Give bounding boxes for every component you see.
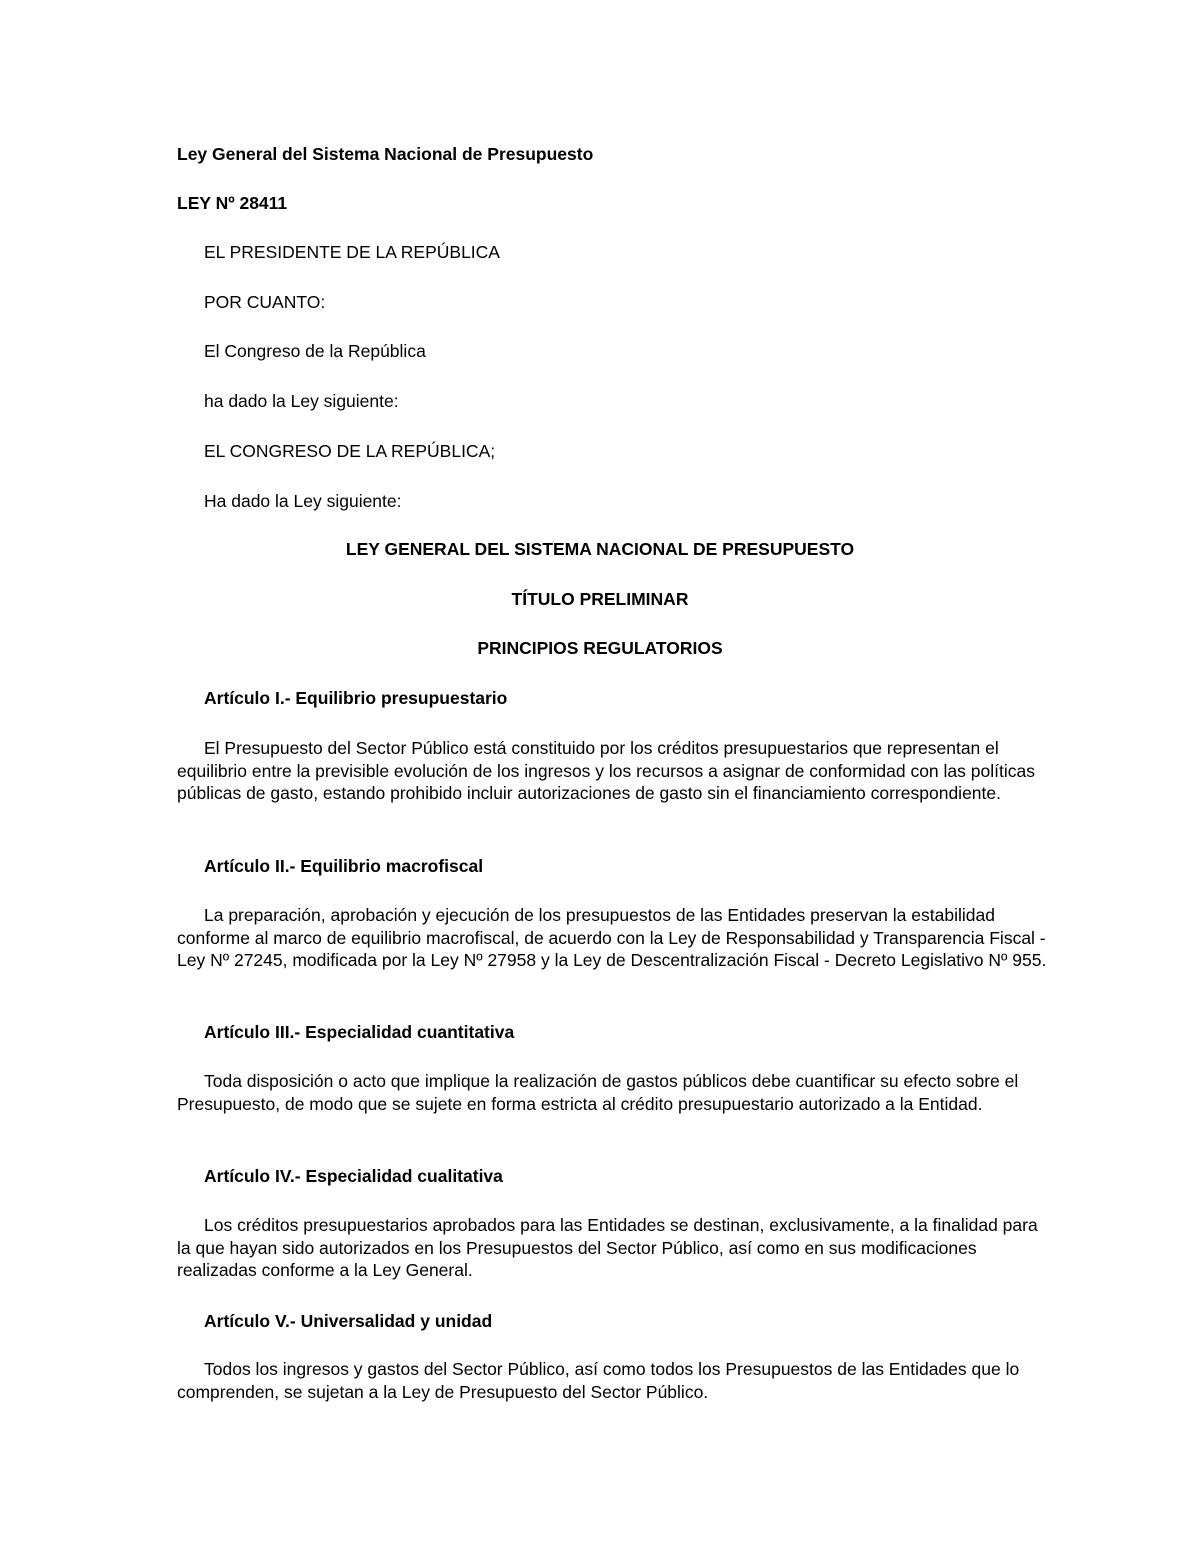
document-title: Ley General del Sistema Nacional de Presupuesto <box>177 144 594 164</box>
preamble-dado-2: Ha dado la Ley siguiente: <box>204 491 402 511</box>
article-text: El Presupuesto del Sector Público está constituido por los créditos presupuestarios que representan el equilibrio entre la previsible evolución de los ingresos y los recursos a asignar de conformidad con las políticas públicas de gasto, estando prohibido incluir autorizaciones de gasto sin el financiamiento correspondiente. <box>177 738 1035 804</box>
article-text: La preparación, aprobación y ejecución de los presupuestos de las Entidades preservan la estabilidad conforme al marco de equilibrio macrofiscal, de acuerdo con la Ley de Responsabilidad y Transparencia Fiscal - Ley Nº 27245, modificada por la Ley Nº 27958 y la Ley de Descentralización Fiscal - Decreto Legislativo Nº 955. <box>177 905 1047 971</box>
article-text: Toda disposición o acto que implique la realización de gastos públicos debe cuantificar su efecto sobre el Presupuesto, de modo que se sujete en forma estricta al crédito presupuestario autorizado a la Entidad. <box>177 1071 1019 1114</box>
preamble-por-cuanto: POR CUANTO: <box>204 292 326 312</box>
preamble-dado-1: ha dado la Ley siguiente: <box>204 391 399 411</box>
preamble-congress-caps: EL CONGRESO DE LA REPÚBLICA; <box>204 441 496 461</box>
article-heading: Artículo III.- Especialidad cuantitativa <box>204 1022 515 1042</box>
article-text: Los créditos presupuestarios aprobados para las Entidades se destinan, exclusivamente, a la finalidad para la que hayan sido autorizados en los Presupuestos del Sector Público, así como en sus modificaciones realizadas conforme a la Ley General. <box>177 1215 1038 1281</box>
article-heading: Artículo V.- Universalidad y unidad <box>204 1311 493 1331</box>
article-heading: Artículo I.- Equilibrio presupuestario <box>204 688 508 708</box>
principios-heading: PRINCIPIOS REGULATORIOS <box>477 638 723 658</box>
titulo-preliminar-heading: TÍTULO PRELIMINAR <box>511 589 689 609</box>
article-heading: Artículo II.- Equilibrio macrofiscal <box>204 856 484 876</box>
law-title-heading: LEY GENERAL DEL SISTEMA NACIONAL DE PRESUPUESTO <box>345 539 855 559</box>
preamble-president: EL PRESIDENTE DE LA REPÚBLICA <box>204 242 500 262</box>
preamble-congress: El Congreso de la República <box>204 341 426 361</box>
article-text: Todos los ingresos y gastos del Sector Público, así como todos los Presupuestos de las Entidades que lo comprenden, se sujetan a la Ley de Presupuesto del Sector Público. <box>177 1359 1020 1402</box>
article-heading: Artículo IV.- Especialidad cualitativa <box>204 1166 503 1186</box>
law-number: LEY Nº 28411 <box>177 193 288 213</box>
